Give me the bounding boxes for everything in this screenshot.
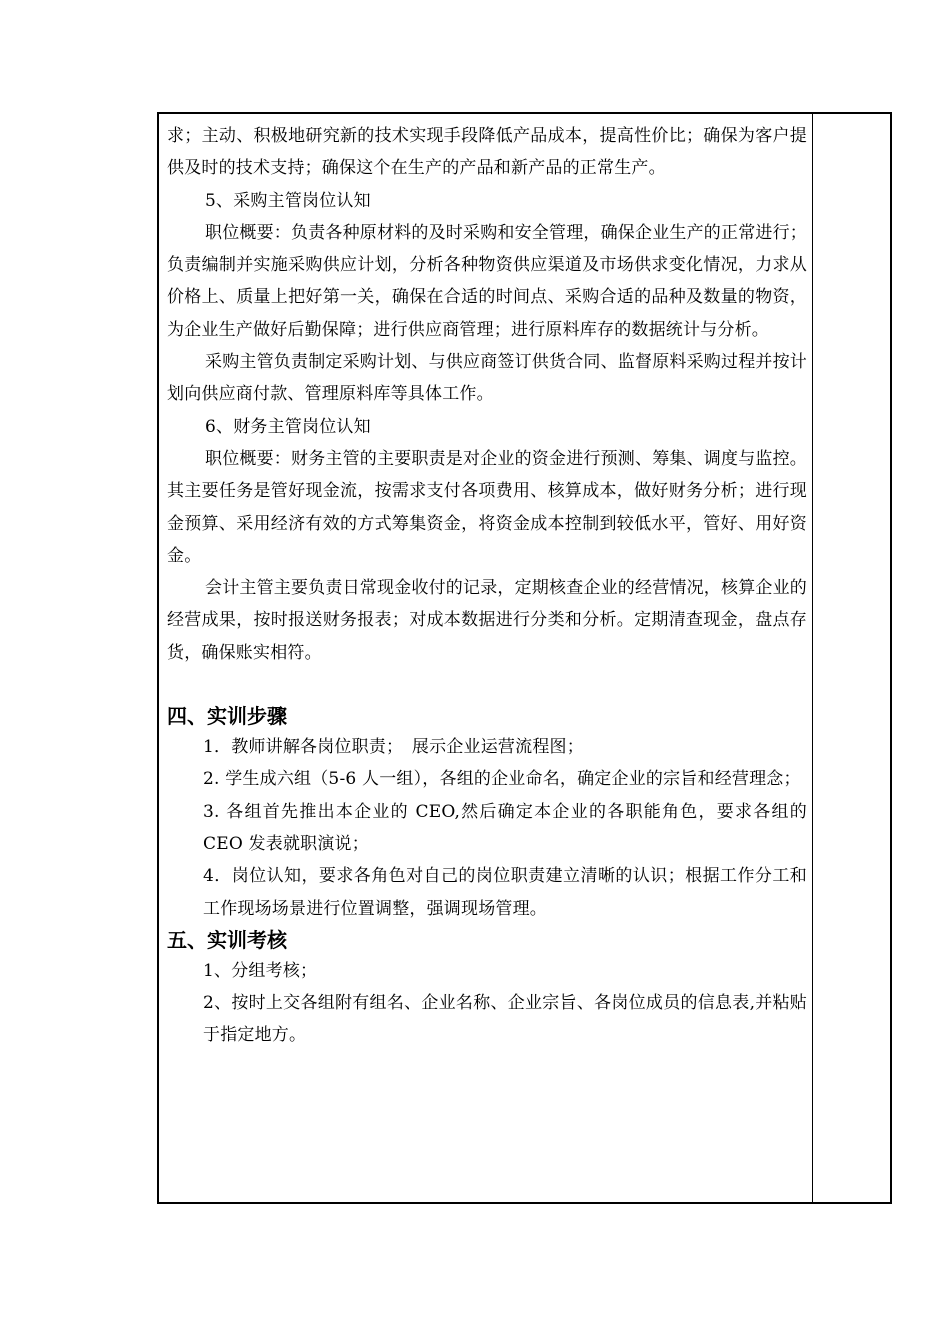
step-4: 4．岗位认知，要求各角色对自己的岗位职责建立清晰的认识；根据工作分工和工作现场场景进行位置调整，强调现场管理。 xyxy=(203,866,807,919)
table-frame xyxy=(157,112,892,1204)
section4-heading: 四、实训步骤 xyxy=(167,704,287,729)
item5-paragraph-1: 职位概要：负责各种原材料的及时采购和安全管理，确保企业生产的正常进行；负责编制并实施采购供应计划，分析各种物资供应渠道及市场供求变化情况，力求从价格上、质量上把好第一关，确保在合适的时间点、采购合适的品种及数量的物资，为企业生产做好后勤保障；进行供应商管理；进行原料库存的数据统计与分析。 xyxy=(167,222,807,340)
item6-title: 6、财务主管岗位认知 xyxy=(205,416,371,437)
assessment-item-1: 1、分组考核； xyxy=(203,960,318,981)
paragraph-continued: 求；主动、积极地研究新的技术实现手段降低产品成本，提高性价比；确保为客户提供及时的技术支持；确保这个在生产的产品和新产品的正常生产。 xyxy=(167,126,807,179)
assessment-item-2: 2、按时上交各组附有组名、企业名称、企业宗旨、各岗位成员的信息表,并粘贴于指定地方。 xyxy=(203,993,807,1046)
item6-paragraph-1: 职位概要：财务主管的主要职责是对企业的资金进行预测、筹集、调度与监控。其主要任务是管好现金流，按需求支付各项费用、核算成本，做好财务分析；进行现金预算、采用经济有效的方式筹集资金，将资金成本控制到较低水平，管好、用好资金。 xyxy=(167,448,807,566)
item5-title: 5、采购主管岗位认知 xyxy=(205,190,371,211)
step-1: 1．教师讲解各岗位职责； 展示企业运营流程图； xyxy=(203,737,584,758)
step-3: 3. 各组首先推出本企业的 CEO,然后确定本企业的各职能角色，要求各组的 CEO 发表就职演说； xyxy=(203,801,807,854)
item5-paragraph-2: 采购主管负责制定采购计划、与供应商签订供货合同、监督原料采购过程并按计划向供应商付款、管理原料库等具体工作。 xyxy=(167,352,807,405)
item6-paragraph-2: 会计主管主要负责日常现金收付的记录，定期核查企业的经营情况，核算企业的经营成果，按时报送财务报表；对成本数据进行分类和分析。定期清查现金，盘点存货，确保账实相符。 xyxy=(167,578,807,663)
step-2: 2. 学生成六组（5-6 人一组），各组的企业命名，确定企业的宗旨和经营理念； xyxy=(203,769,801,790)
section5-heading: 五、实训考核 xyxy=(167,927,287,952)
column-divider xyxy=(812,114,813,1202)
content-cell xyxy=(167,120,807,1052)
